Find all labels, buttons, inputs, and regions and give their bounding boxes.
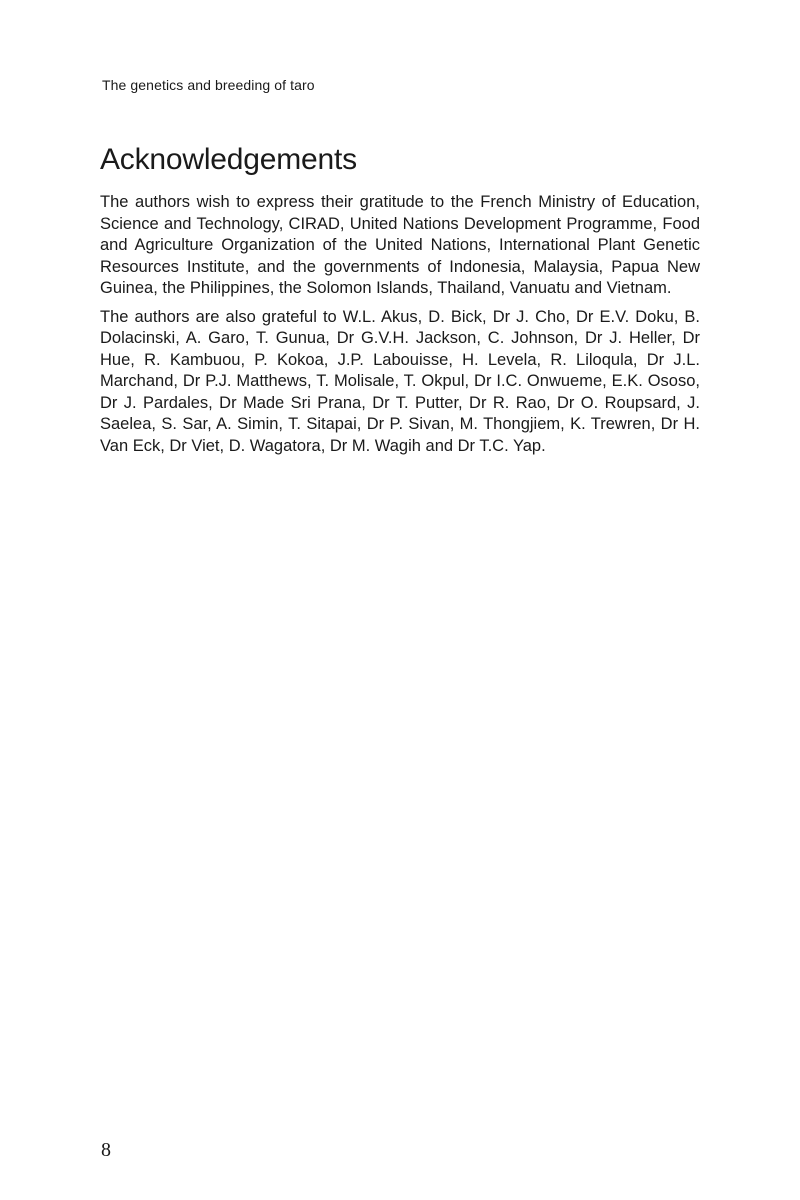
running-head: The genetics and breeding of taro — [102, 77, 315, 93]
page-number: 8 — [101, 1139, 111, 1161]
section-title: Acknowledgements — [100, 143, 357, 176]
paragraph-individuals: The authors are also grateful to W.L. Akus, D. Bick, Dr J. Cho, Dr E.V. Doku, B. Dolacinski, A. Garo, T. Gunua, Dr G.V.H. Jackson, C. Johnson, Dr J. Heller, Dr Hue, R. Kambuou, P. Kokoa, J.P. Labouisse, H. Levela, R. Liloqula, Dr J.L. Marchand, Dr P.J. Matthews, T. Molisale, T. Okpul, Dr I.C. Onwueme, E.K. Ososo, Dr J. Pardales, Dr Made Sri Prana, Dr T. Putter, Dr R. Rao, Dr O. Roupsard, J. Saelea, S. Sar, A. Simin, T. Sitapai, Dr P. Sivan, M. Thongjiem, K. Trewren, Dr H. Van Eck, Dr Viet, D. Wagatora, Dr M. Wagih and Dr T.C. Yap. — [100, 307, 700, 455]
paragraph-institutions: The authors wish to express their gratitude to the French Ministry of Education, Science and Technology, CIRAD, United Nations Development Programme, Food and Agriculture Organization of the United Nations, International Plant Genetic Resources Institute, and the governments of Indonesia, Malaysia, Papua New Guinea, the Philippines, the Solomon Islands, Thailand, Vanuatu and Vietnam. — [100, 193, 700, 297]
acknowledgements-section — [100, 140, 700, 464]
